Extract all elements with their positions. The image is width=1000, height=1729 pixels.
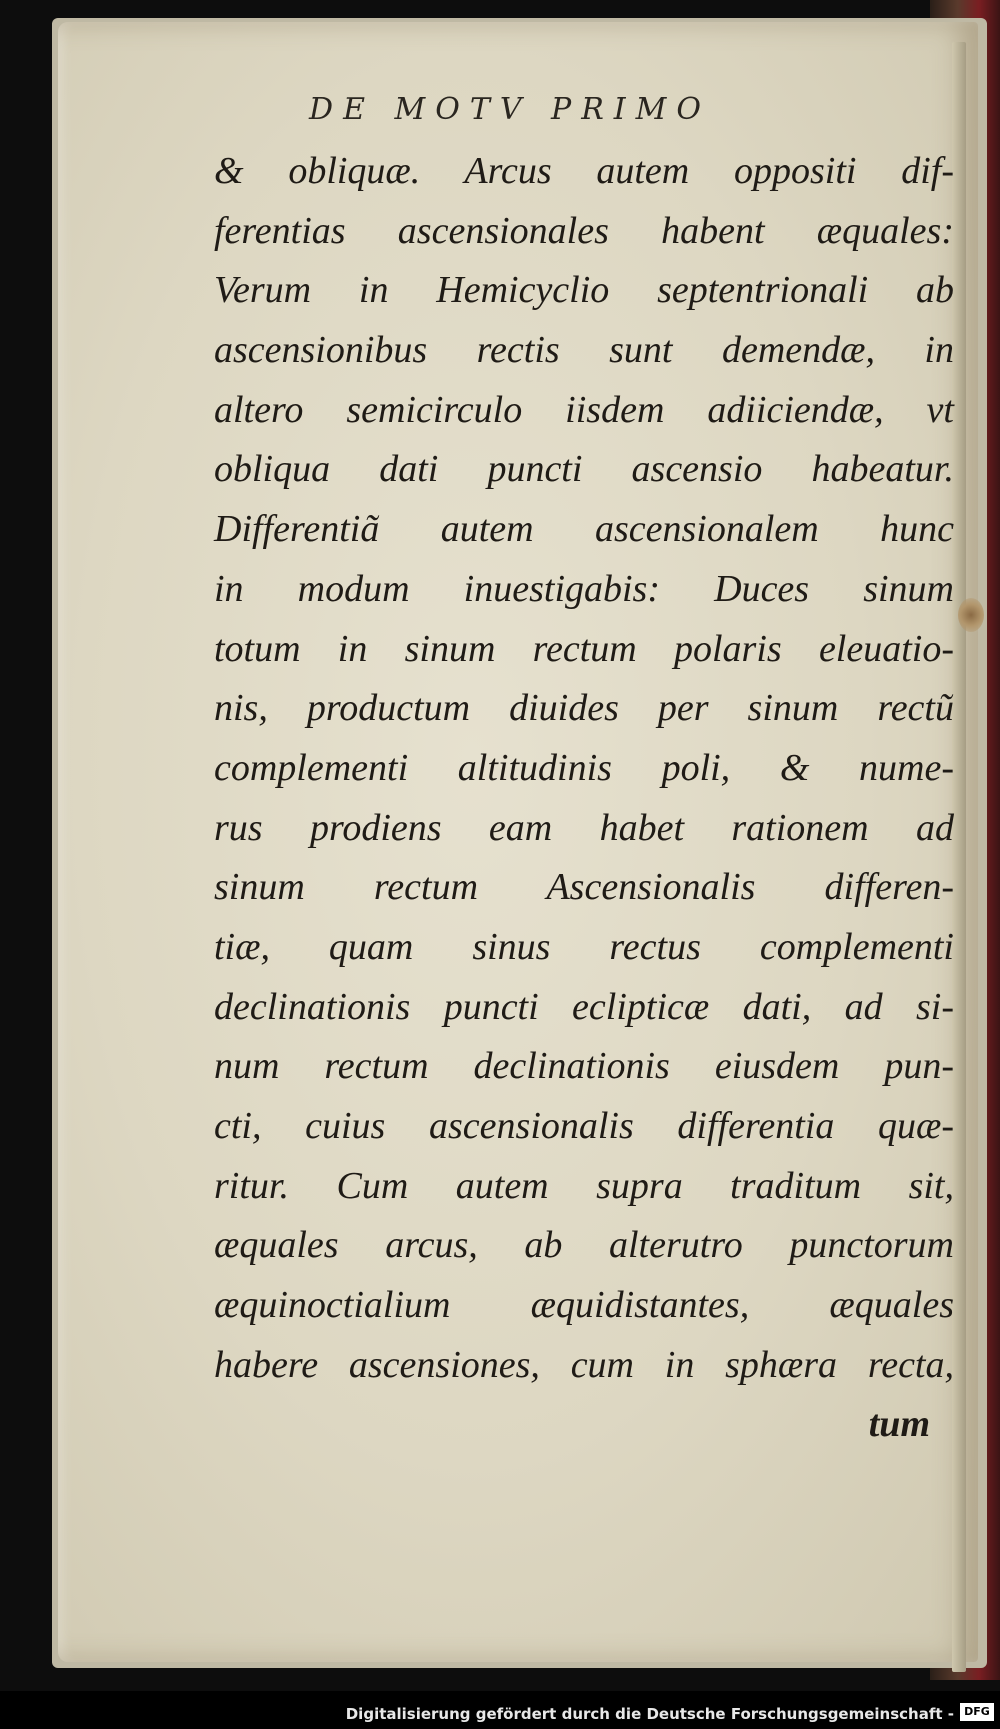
text-line: ferentias ascensionales habent æquales: bbox=[214, 209, 954, 252]
text-line: Differentiã autem ascensionalem hunc bbox=[214, 508, 954, 551]
footer-credit-text: Digitalisierung gefördert durch die Deutsche Forschungsgemeinschaft - bbox=[345, 1705, 954, 1723]
text-line: & obliquæ. Arcus autem oppositi dif- bbox=[214, 150, 954, 192]
page-stain bbox=[958, 598, 984, 632]
text-line: Verum in Hemicyclio septentrionali ab bbox=[214, 269, 954, 312]
text-block bbox=[214, 142, 954, 1395]
text-line: rus prodiens eam habet rationem ad bbox=[214, 806, 954, 849]
page-edge bbox=[952, 42, 966, 1672]
catchword: tum bbox=[868, 1403, 930, 1445]
text-line: ritur. Cum autem supra traditum sit, bbox=[214, 1164, 954, 1207]
text-line: æquinoctialium æquidistantes, æquales bbox=[214, 1284, 954, 1327]
text-line: num rectum declinationis eiusdem pun- bbox=[214, 1045, 954, 1088]
text-line: nis, productum diuides per sinum rectũ bbox=[214, 687, 954, 730]
text-line: ascensionibus rectis sunt demendæ, in bbox=[214, 329, 954, 372]
text-line: sinum rectum Ascensionalis differen- bbox=[214, 866, 954, 909]
text-line: æquales arcus, ab alterutro punctorum bbox=[214, 1224, 954, 1267]
text-line: in modum inuestigabis: Duces sinum bbox=[214, 567, 954, 610]
text-line: tiæ, quam sinus rectus complementi bbox=[214, 925, 954, 968]
text-line: cti, cuius ascensionalis differentia quæ- bbox=[214, 1105, 954, 1147]
text-line: habere ascensiones, cum in sphæra recta, bbox=[214, 1343, 954, 1386]
text-line: altero semicirculo iisdem adiiciendæ, vt bbox=[214, 388, 954, 431]
text-line: declinationis puncti eclipticæ dati, ad si- bbox=[214, 985, 954, 1028]
footer-bar bbox=[0, 1691, 1000, 1729]
text-line: totum in sinum rectum polaris eleuatio- bbox=[214, 627, 954, 670]
running-head: DE MOTV PRIMO bbox=[309, 92, 711, 127]
text-line: obliqua dati puncti ascensio habeatur. bbox=[214, 448, 954, 491]
text-line: complementi altitudinis poli, & nume- bbox=[214, 746, 954, 789]
dfg-logo: DFG bbox=[960, 1703, 994, 1721]
